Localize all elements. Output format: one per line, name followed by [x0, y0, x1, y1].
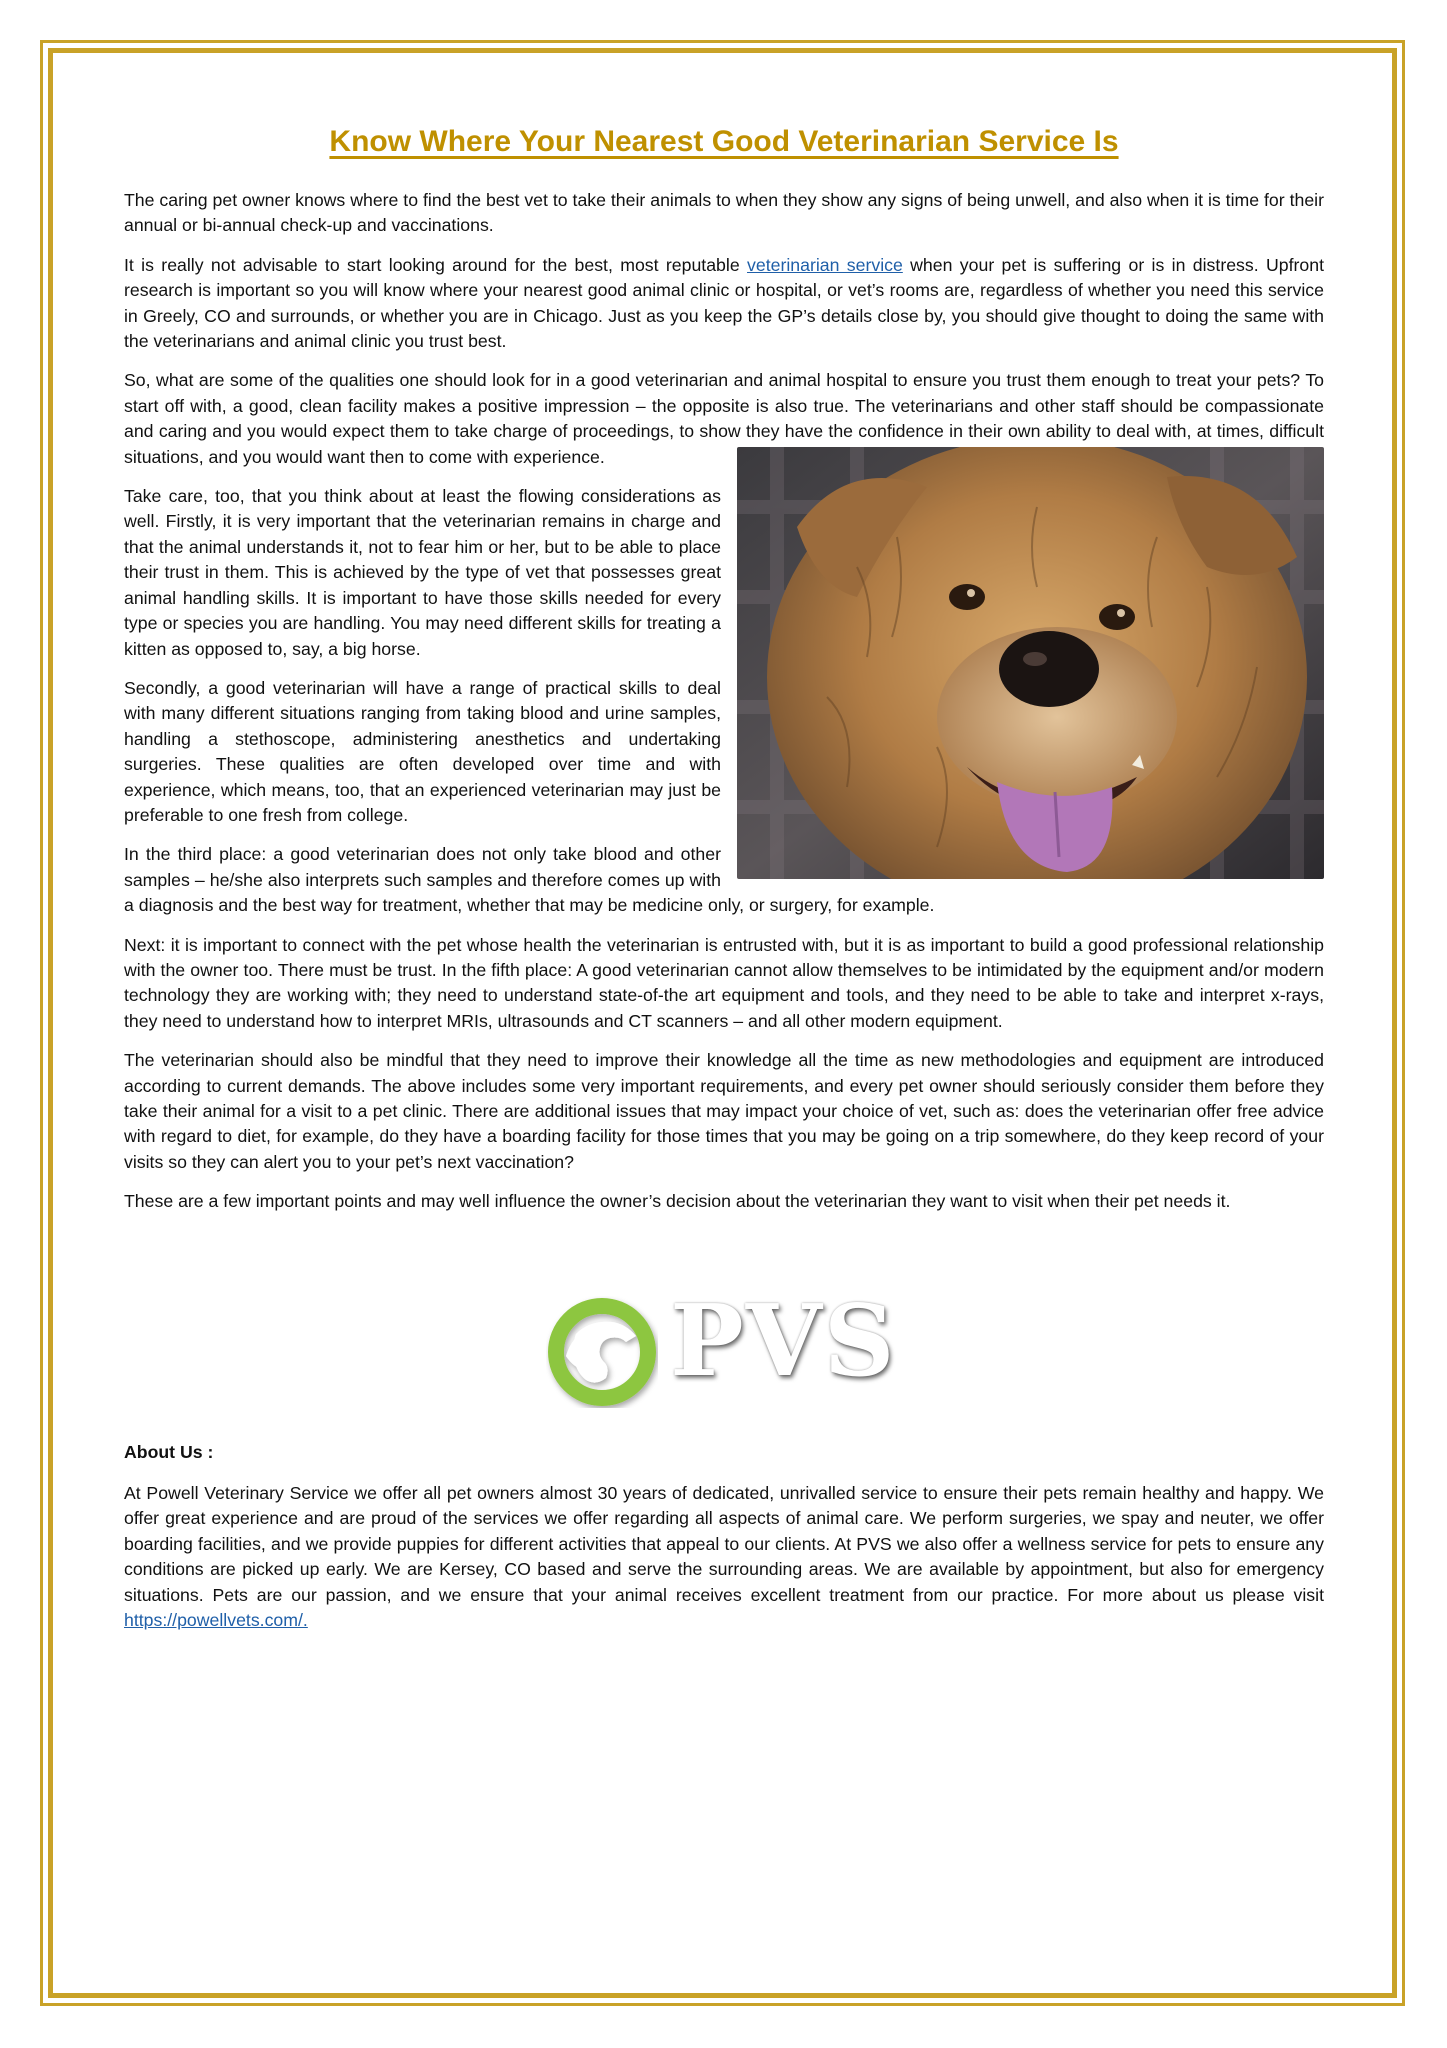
page-title: Know Where Your Nearest Good Veterinarian Service Is — [329, 125, 1119, 158]
paragraph-qualities: So, what are some of the qualities one should look for in a good veterinarian and animal hospital to ensure you trust them enough to treat your pets? To start off with, a good, clean facility makes a positive impression – the opposite is also true. The veterinarians and other staff should be compassionate and caring and you would expect them to take charge of proceedings, to show they have the confidence in their own ability to deal with, at times, difficult situations, and you would want then to come with experience. — [124, 368, 1324, 470]
paragraph-considerations: Take care, too, that you think about at least the flowing considerations as well. Firstly, it is very important that the veterinarian remains in charge and that the animal understands it, not to fear him or her, but to be able to place their trust in them. This is achieved by the type of vet that possesses great animal handling skills. It is important to have those skills needed for every type or species you are handling. You may need different skills for treating a kitten as opposed to, say, a big horse. — [124, 486, 721, 659]
about-body-text: At Powell Veterinary Service we offer all pet owners almost 30 years of dedicated, unrivalled service to ensure their pets remain healthy and happy. We offer great experience and are proud of the services we offer regarding all aspects of animal care. We perform surgeries, we spay and neuter, we offer boarding facilities, and we provide puppies for different activities that appeal to our clients. At PVS we also offer a wellness service for pets to ensure any conditions are picked up early. We are Kersey, CO based and serve the surrounding areas. We are available by appointment, but also for emergency situations. Pets are our passion, and we ensure that your animal receives excellent treatment from our practice. For more about us please visit — [124, 1483, 1324, 1605]
pvs-logo-text: PVS — [670, 1284, 897, 1399]
paragraph-research-text-2: when your pet is suffering or is in distress. Upfront research is important so you will know where your nearest good animal clinic or hospital, or vet’s rooms are, regardless of whether you need this service in Greely, CO and surrounds, or whether you are in Chicago. Just as you keep the GP’s details close by, you should give thought to doing the same with the veterinarians and animal clinic you trust best. — [124, 254, 1324, 352]
paragraph-practical-skills: Secondly, a good veterinarian will have a range of practical skills to deal with many different situations ranging from taking blood and urine samples, handling a stethoscope, administering anesthetics and undertaking surgeries. These qualities are often developed over time and with experience, which means, too, that an experienced veterinarian may just be preferable to one fresh from college. — [124, 677, 721, 825]
paragraph-relationship: Next: it is important to connect with the pet whose health the veterinarian is entrusted with, but it is as important to build a good professional relationship with the owner too. There must be trust. In the fifth place: A good veterinarian cannot allow themselves to be intimidated by the equipment and/or modern technology they are working with; they need to understand state-of-the art equipment and tools, and they need to be able to take and interpret x-rays, they need to understand how to interpret MRIs, ultrasounds and CT scanners – and all other modern equipment. — [124, 934, 1324, 1031]
paragraph-diagnosis: In the third place: a good veterinarian does not only take blood and other samples – he/she also interprets such samples and therefore comes up with a diagnosis and the best way for treatment, whether that may be medicine only, or surgery, for example. — [124, 844, 935, 916]
veterinarian-service-link[interactable]: veterinarian service — [747, 254, 903, 275]
paragraph-research-text-1: It is really not advisable to start looking around for the best, most reputable — [124, 254, 748, 275]
paragraph-intro: The caring pet owner knows where to find the best vet to take their animals to when they show any signs of being unwell, and also when it is time for their annual or bi-annual check-up and vaccinations. — [124, 190, 1324, 236]
pvs-logo — [546, 1284, 897, 1404]
about-heading: About Us : — [124, 1442, 214, 1462]
paragraph-research — [124, 253, 1324, 355]
about-section — [124, 1440, 1324, 1647]
pvs-dog-head-logo-icon — [546, 1296, 658, 1413]
paragraph-knowledge: The veterinarian should also be mindful that they need to improve their knowledge all the time as new methodologies and equipment are introduced according to current demands. The above includes some very important requirements, and every pet owner should seriously consider them before they take their animal for a visit to a pet clinic. There are additional issues that may impact your choice of vet, such as: does the veterinarian offer free advice with regard to diet, for example, do they have a boarding facility for those times that you may be going on a trip somewhere, do they keep record of your visits so they can alert you to your pet’s next vaccination? — [124, 1050, 1324, 1172]
article — [124, 118, 1324, 1229]
paragraph-closing: These are a few important points and may well influence the owner’s decision about the veterinarian they want to visit when their pet needs it. — [124, 1191, 1231, 1212]
powellvets-website-link[interactable]: https://powellvets.com/. — [124, 1610, 308, 1631]
about-body — [124, 1481, 1324, 1633]
dog-photo — [737, 447, 1324, 879]
